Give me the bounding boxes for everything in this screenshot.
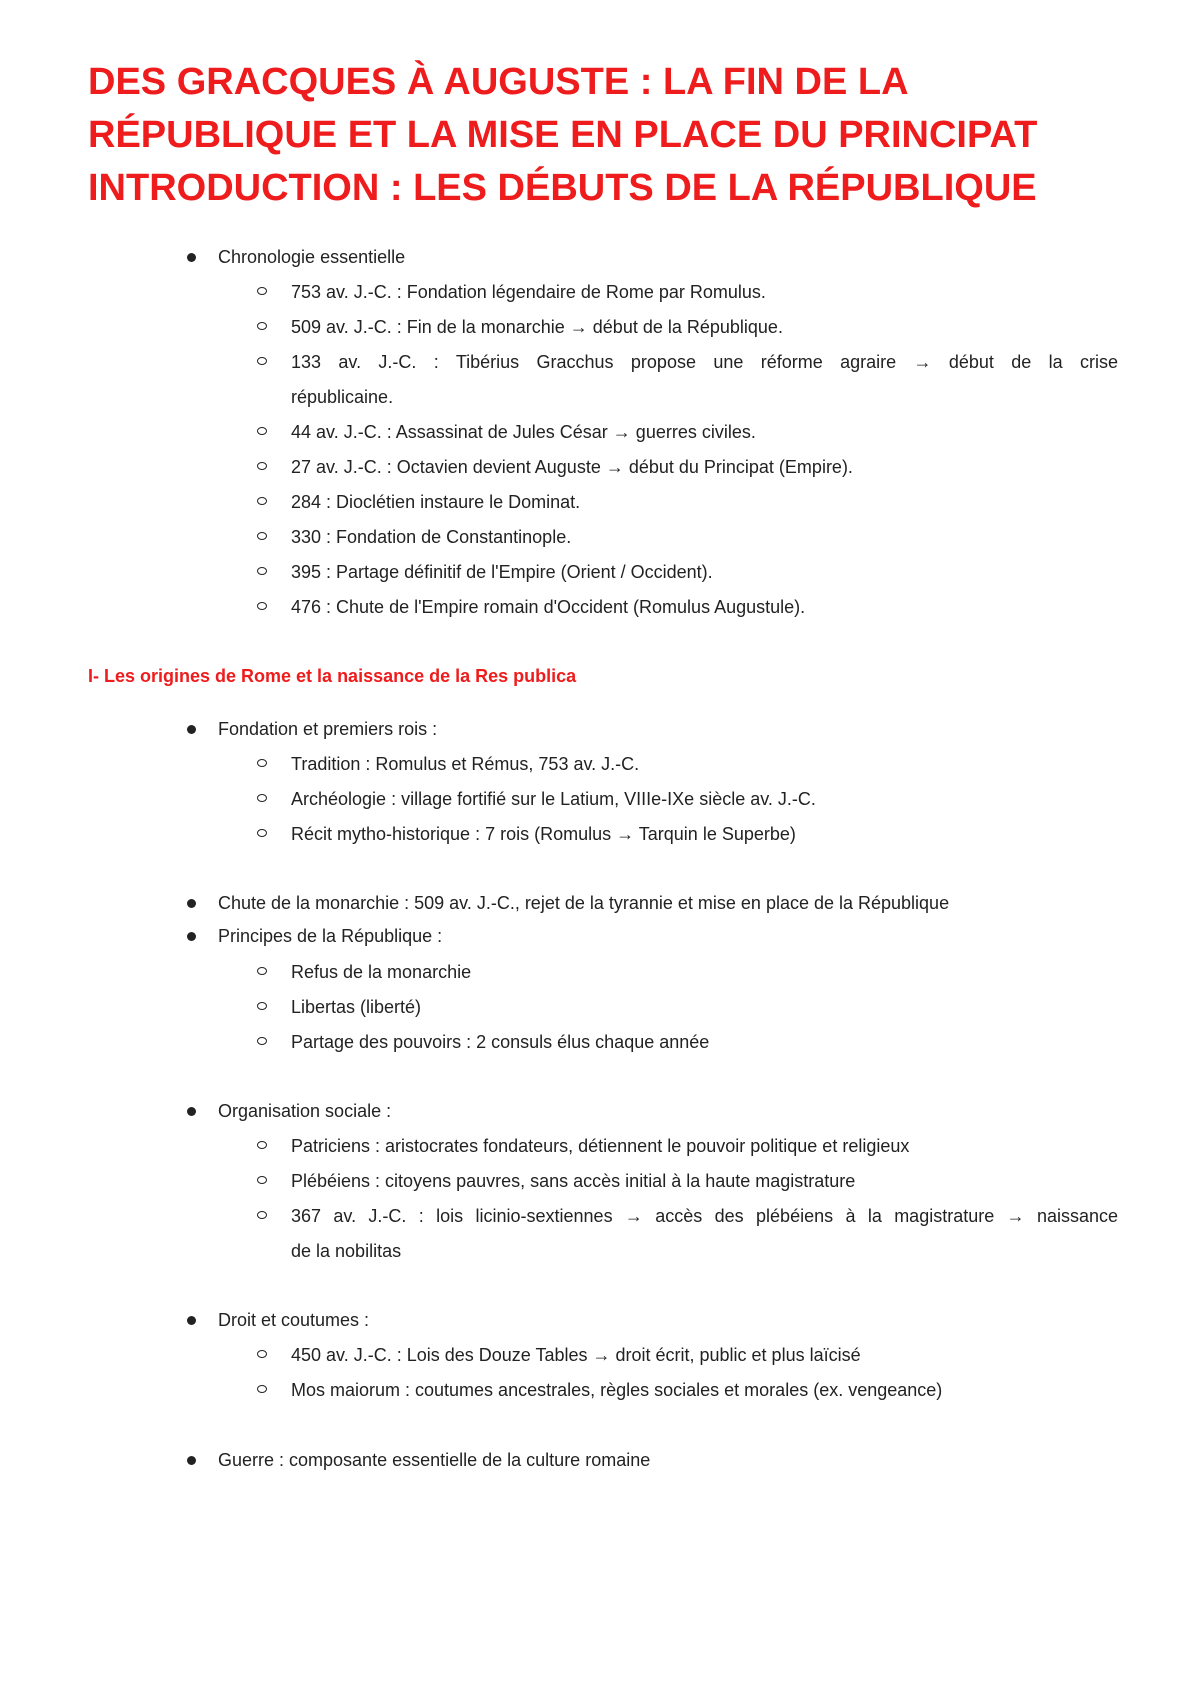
chronology-item: 330 : Fondation de Constantinople. [291, 527, 572, 547]
social-item-continued: de la nobilitas [291, 1241, 402, 1261]
bullet-dot [187, 899, 196, 908]
chronology-item: 44 av. J.-C. : Assassinat de Jules César → guerres civiles. [291, 422, 756, 442]
bullet-dot [187, 253, 196, 262]
sub-bullet [257, 532, 267, 540]
principles-item: Libertas (liberté) [291, 997, 422, 1017]
social-item: Patriciens : aristocrates fondateurs, détiennent le pouvoir politique et religieux [291, 1136, 910, 1156]
bullet-dot [187, 1456, 196, 1465]
principles-label: Principes de la République : [218, 926, 443, 946]
sub-bullet [257, 1141, 267, 1149]
principles-item: Partage des pouvoirs : 2 consuls élus chaque année [291, 1032, 710, 1052]
sub-bullet [257, 602, 267, 610]
sub-bullet [257, 322, 267, 330]
bullet-dot [187, 725, 196, 734]
sub-bullet [257, 427, 267, 435]
foundation-item: Tradition : Romulus et Rémus, 753 av. J.-C. [291, 754, 640, 774]
sub-bullet [257, 567, 267, 575]
war-item: Guerre : composante essentielle de la culture romaine [218, 1450, 651, 1470]
sub-bullet [257, 1211, 267, 1219]
sub-bullet [257, 497, 267, 505]
chronology-item: 753 av. J.-C. : Fondation légendaire de Rome par Romulus. [291, 282, 766, 302]
principles-item: Refus de la monarchie [291, 962, 472, 982]
page-title [88, 56, 1148, 215]
bullet-dot [187, 932, 196, 941]
sub-bullet [257, 1176, 267, 1184]
sub-bullet [257, 759, 267, 767]
sub-bullet [257, 1002, 267, 1010]
chronology-item: 395 : Partage définitif de l'Empire (Orient / Occident). [291, 562, 713, 582]
social-item: 367 av. J.-C. : lois licinio-sextiennes → accès des plébéiens à la magistrature → naissance [291, 1206, 1118, 1226]
law-label: Droit et coutumes : [218, 1310, 370, 1330]
chronology-item: 476 : Chute de l'Empire romain d'Occident (Romulus Augustule). [291, 597, 806, 617]
social-item: Plébéiens : citoyens pauvres, sans accès initial à la haute magistrature [291, 1171, 856, 1191]
social-label: Organisation sociale : [218, 1101, 392, 1121]
foundation-item: Récit mytho-historique : 7 rois (Romulus → Tarquin le Superbe) [291, 824, 796, 844]
chronology-item-continued: républicaine. [291, 387, 394, 407]
sub-bullet [257, 1350, 267, 1358]
chronology-item: 284 : Dioclétien instaure le Dominat. [291, 492, 581, 512]
chronology-item: 509 av. J.-C. : Fin de la monarchie → début de la République. [291, 317, 783, 337]
sub-bullet [257, 1385, 267, 1393]
foundation-item: Archéologie : village fortifié sur le Latium, VIIIe-IXe siècle av. J.-C. [291, 789, 816, 809]
title-line-2: RÉPUBLIQUE ET LA MISE EN PLACE DU PRINCIPAT [88, 114, 1038, 156]
monarchy-fall: Chute de la monarchie : 509 av. J.-C., rejet de la tyrannie et mise en place de la République [218, 893, 950, 913]
section-heading: I- Les origines de Rome et la naissance de la Res publica [88, 666, 577, 686]
law-item: Mos maiorum : coutumes ancestrales, règles sociales et morales (ex. vengeance) [291, 1380, 943, 1400]
foundation-label: Fondation et premiers rois : [218, 719, 438, 739]
title-line-1: DES GRACQUES À AUGUSTE : LA FIN DE LA [88, 61, 909, 103]
chronology-item: 27 av. J.-C. : Octavien devient Auguste → début du Principat (Empire). [291, 457, 853, 477]
sub-bullet [257, 967, 267, 975]
sub-bullet [257, 462, 267, 470]
bullet-dot [187, 1316, 196, 1325]
sub-bullet [257, 357, 267, 365]
title-line-3: INTRODUCTION : LES DÉBUTS DE LA RÉPUBLIQUE [88, 167, 1037, 209]
sub-bullet [257, 829, 267, 837]
sub-bullet [257, 794, 267, 802]
chronology-item: 133 av. J.-C. : Tibérius Gracchus propose une réforme agraire → début de la crise [291, 352, 1118, 372]
bullet-dot [187, 1107, 196, 1116]
sub-bullet [257, 1037, 267, 1045]
sub-bullet [257, 287, 267, 295]
law-item: 450 av. J.-C. : Lois des Douze Tables → droit écrit, public et plus laïcisé [291, 1345, 861, 1365]
chronology-label: Chronologie essentielle [218, 247, 406, 267]
